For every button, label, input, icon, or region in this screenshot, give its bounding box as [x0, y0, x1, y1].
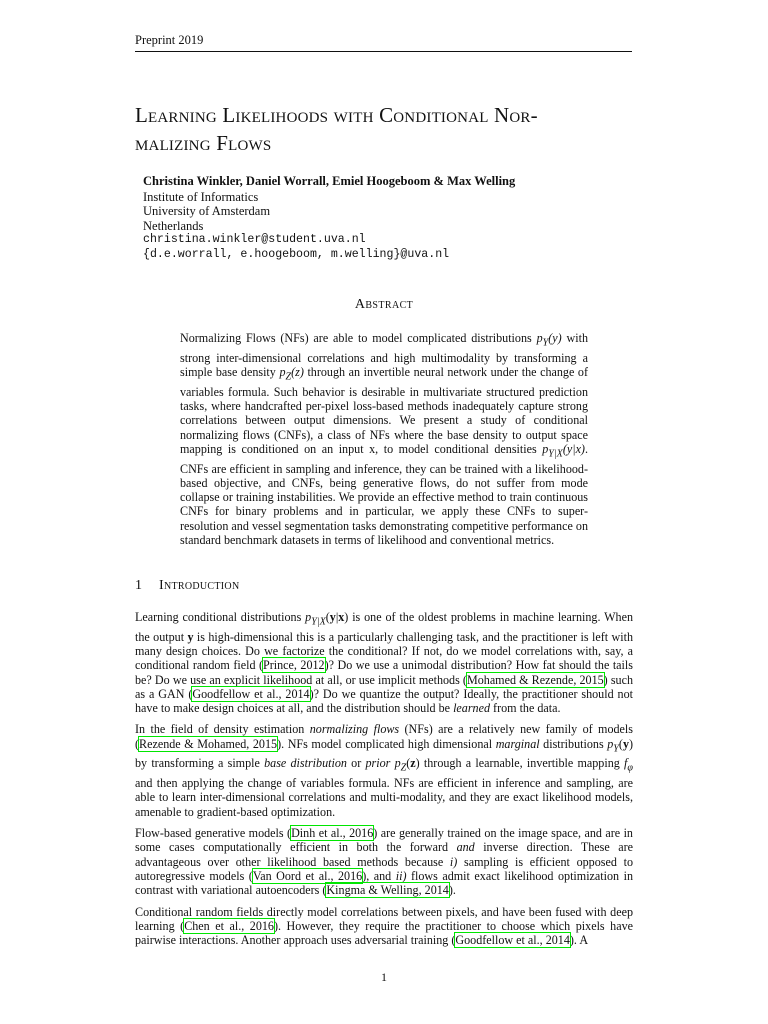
math-y-bold: y [187, 629, 194, 644]
paragraph-4: Conditional random fields directly model correlations between pixels, and have been fused with deep learning (Chen et al., 2016). However, they require the practitioner to choose which pixels have pairwise interactions. Another approach uses adversarial training (Goodfellow et al., 2014). A [135, 904, 633, 948]
section-heading-introduction [135, 578, 632, 594]
citation-link[interactable]: Goodfellow et al., 2014 [192, 686, 310, 701]
citation-link[interactable]: Van Oord et al., 2016 [252, 868, 363, 883]
page-number: 1 [381, 970, 387, 984]
math-py-bold: $p_Y$ [607, 736, 619, 755]
paragraph-3: Flow-based generative models (Dinh et al., 2016) are generally trained on the image space, and are in some cases computationally efficient in both the forward and inverse direction. These are advantageous over other likelihood based methods because i) sampling is efficient opposed to autoregressive models (Van Oord et al., 2016), and ii) flows admit exact likelihood optimization in contrast with variational autoencoders (Kingma & Welling, 2014). [135, 826, 634, 898]
math-f-phi: $f_\varphi$ [624, 756, 633, 774]
citation-link[interactable]: Chen et al., 2016 [184, 918, 274, 933]
abstract-heading: Abstract [354, 297, 414, 312]
author-list: Christina Winkler, Daniel Worrall, Emiel Hoogeboom & Max Welling [143, 174, 516, 188]
citation-link[interactable]: Goodfellow et al., 2014 [455, 933, 570, 948]
body-text [135, 610, 633, 954]
email-others: {d.e.worrall, e.hoogeboom, m.welling}@uva.nl [143, 247, 450, 261]
paper-title [135, 101, 635, 157]
running-header: Preprint 2019 [135, 33, 204, 47]
university: University of Amsterdam [143, 204, 271, 219]
math-py: $p_Y(y)$ [536, 331, 562, 349]
paragraph-2: In the field of density estimation normalizing flows (NFs) are a relatively new family of models (Rezende & Mohamed, 2015). NFs model complicated high dimensional marginal distributions $p_Y(y)$ by transforming a simple base distribution or prior $p_Z(z)$ through a learnable, invertible mapping $f_\varphi$ and then applying the change of variables formula. NFs are efficient in inference and sampling, are able to learn inter-dimensional correlations and multi-modality, and they are exact likelihood models, amenable to gradient-based optimization. [135, 722, 634, 819]
math-pyx-bold: $p_{Y|X}$ [305, 610, 326, 628]
title-line-1: Learning Likelihoods with Conditional Nor- [135, 103, 538, 127]
title-line-2: malizing Flows [135, 131, 272, 155]
math-pyx: $p_{Y|X}(y|x)$ [542, 441, 585, 460]
country: Netherlands [143, 218, 204, 233]
math-pz: $p_Z(z)$ [279, 365, 304, 383]
citation-link[interactable]: Prince, 2012 [263, 658, 325, 673]
section-title: Introduction [159, 578, 240, 593]
abstract-text: Normalizing Flows (NFs) are able to model complicated distributions $p_Y(y)$ with strong inter-dimensional correlations and high multimodality by transforming a simple base density $p_Z(z)$ through an invertible neural network under the change of variables formula. Such behavior is desirable in multivariate structured prediction tasks, where handcrafted per-pixel loss-based methods inadequately capture strong correlations between output dimensions. We present a study of conditional normalizing flows (CNFs), a class of NFs where the base density to output space mapping is conditioned on an input x, to model conditional densities $p_{Y|X}(y|x)$. CNFs are efficient in sampling and inference, they can be trained with a likelihood-based objective, and CNFs, being generative flows, do not suffer from mode collapse or training instabilities. We provide an effective method to train continuous CNFs for binary problems and in particular, we apply these CNFs to super-resolution and vessel segmentation tasks demonstrating competitive performance on standard benchmark datasets in terms of likelihood and conventional metrics. [180, 331, 588, 548]
citation-link[interactable]: Mohamed & Rezende, 2015 [466, 672, 604, 687]
institute: Institute of Informatics [143, 190, 259, 204]
email-primary: christina.winkler@student.uva.nl [143, 233, 366, 247]
paragraph-1: Learning conditional distributions $p_{Y|X}(y|x)$ is one of the oldest problems in machine learning. When the output y is high-dimensional this is a particularly challenging task, and the practitioner is left with many design choices. Do we factorize the conditional? If not, do we model correlations with, say, a conditional random field (Prince, 2012)? Do we use a unimodal distribution? How fat should the tails be? Do we use an explicit likelihood at all, or use implicit methods (Mohamed & Rezende, 2015) such as a GAN (Goodfellow et al., 2014)? Do we quantize the output? Ideally, the practitioner should not have to make design choices at all, and the distribution should be learned from the data. [135, 610, 634, 716]
math-pz-bold: $p_Z$ [394, 756, 407, 774]
header-rule [135, 51, 632, 52]
citation-link[interactable]: Kingma & Welling, 2014 [326, 883, 449, 898]
section-number: 1 [135, 578, 143, 593]
citation-link[interactable]: Dinh et al., 2016 [291, 826, 374, 841]
citation-link[interactable]: Rezende & Mohamed, 2015 [139, 736, 278, 751]
affiliation-block [143, 190, 623, 262]
